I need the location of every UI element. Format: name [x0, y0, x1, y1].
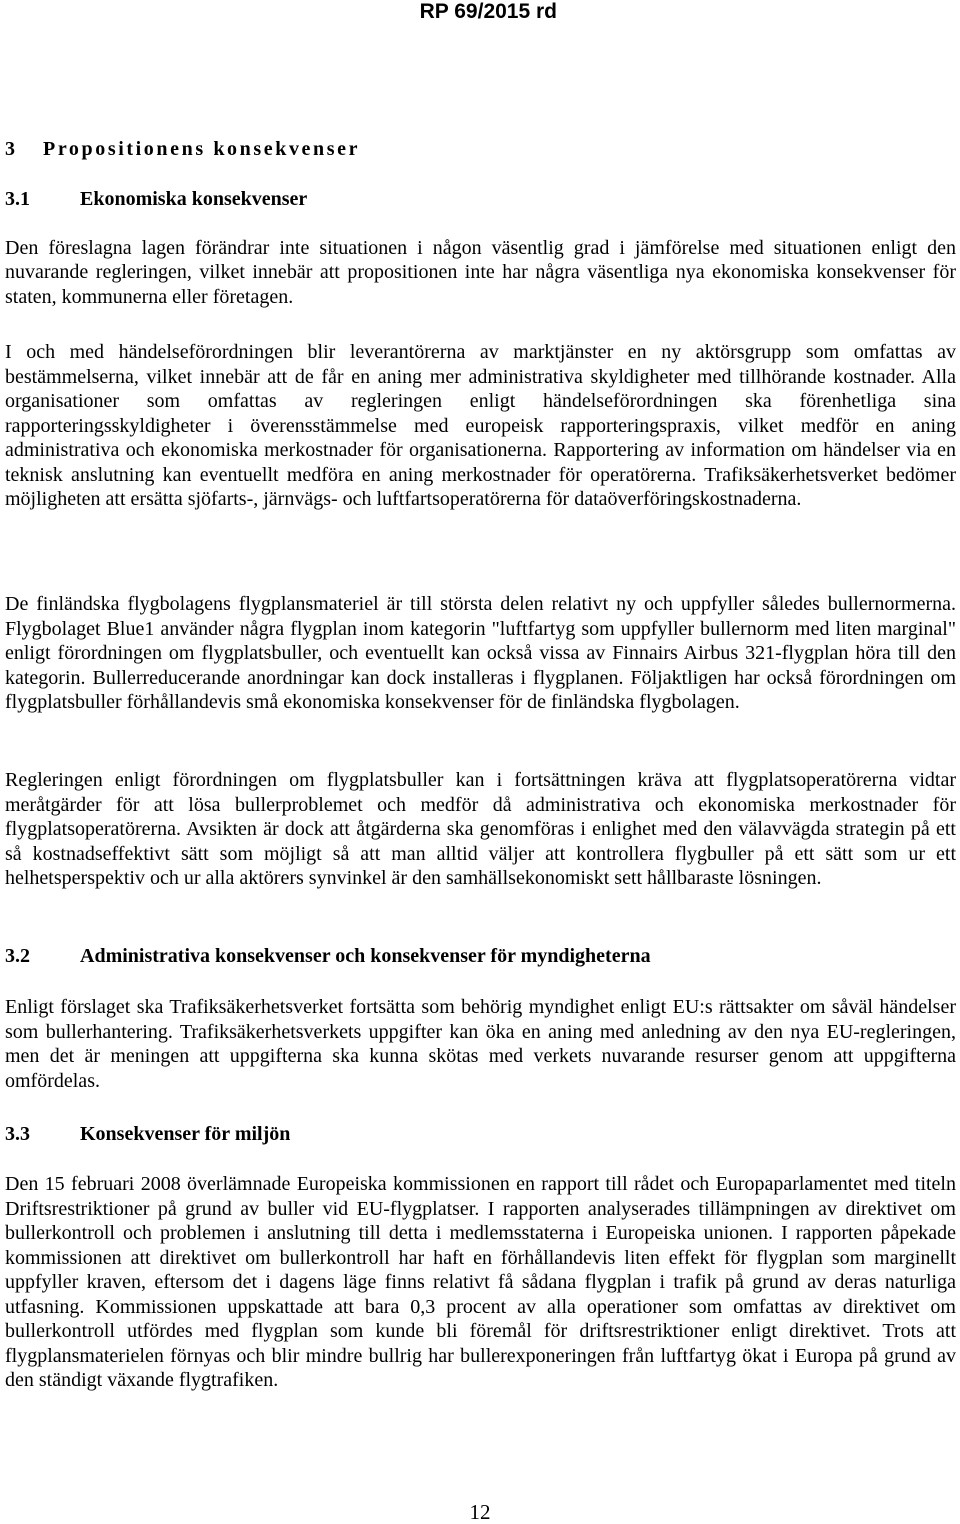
section-3-1-number: 3.1 — [5, 188, 30, 210]
economic-paragraph-2: I och med händelseförordningen blir leverantörerna av marktjänster en ny aktörsgrupp som omfattas av bestämmelserna, vilket innebär att de får en aning mer administrativa skyldigheter med tillhörande kostnader. Alla organisationer som omfattas av regleringen enligt händelseförordningen ska förenhetliga sina rapporteringsskyldigheter i överensstämmelse med europeisk rapporteringspraxis, vilket medför en aning administrativa och ekonomiska merkostnader för organisationerna. Rapportering av information om händelser via en teknisk anslutning kan eventuellt medföra en aning merkostnader för operatörerna. Trafiksäkerhetsverket bedömer möjligheten att ersätta sjöfarts-, järnvägs- och luftfartsoperatörerna för dataöverföringskostnaderna. — [5, 341, 956, 510]
economic-paragraph-3: De finländska flygbolagens flygplansmateriel är till största delen relativt ny och uppfyller således bullernormerna. Flygbolaget Blue1 använder några flygplan inom kategorin "luftfartyg som uppfyller bullernorm med liten marginal" enligt förordningen om flygplatsbuller, och eventuellt kan också vissa av Finnairs Airbus 321-flygplan höra till den kategorin. Bullerreducerande anordningar kan dock installeras i flygplanen. Följaktligen har också förordningen om flygplatsbuller förhållandevis små ekonomiska konsekvenser för de finländska flygbolagen. — [5, 593, 956, 713]
section-3-number: 3 — [5, 138, 15, 160]
environment-paragraph-1: Den 15 februari 2008 överlämnade Europeiska kommissionen en rapport till rådet och Europaparlamentet med titeln Driftsrestriktioner på grund av buller vid EU-flygplatser. I rapporten analyserades tillämpningen av direktivet om bullerkontroll och problemen i anslutning till detta i medlemsstaterna i Europeiska unionen. I rapporten påpekade kommissionen att direktivet om bullerkontroll har haft en förhållandevis liten effekt för flygplan som marginellt uppfyller kraven, eftersom det i dagens läge finns relativt få sådana flygplan i trafik på grund av deras naturliga utfasning. Kommissionen uppskattade att bara 0,3 procent av alla operationer som omfattas av direktivet om bullerkontroll utfördes med flygplan som kunde bli föremål för driftsrestriktioner enligt direktivet. Trots att flygplansmaterielen förnyas och blir mindre bullrig har bullerexponeringen från luftfartyg ökat i Europa på grund av den ständigt växande flygtrafiken. — [5, 1173, 956, 1391]
administrative-paragraph-1: Enligt förslaget ska Trafiksäkerhetsverket fortsätta som behörig myndighet enligt EU:s rättsakter om såväl händelser som bullerhantering. Trafiksäkerhetsverkets uppgifter kan öka en aning med anledning av den nya EU-regleringen, men det är meningen att uppgifterna ska kunna skötas med verkets nuvarande resurser genom att uppgifterna omfördelas. — [5, 996, 956, 1092]
section-3-2-number: 3.2 — [5, 945, 30, 967]
section-3-3-heading — [5, 1122, 290, 1146]
document-id-header: RP 69/2015 rd — [419, 0, 557, 23]
section-3-2-heading — [5, 944, 651, 968]
page-number: 12 — [469, 1500, 491, 1524]
section-3-2-title: Administrativa konsekvenser och konsekvenser för myndigheterna — [80, 945, 651, 967]
section-3-1-title: Ekonomiska konsekvenser — [80, 188, 308, 210]
section-3-1-heading — [5, 187, 307, 211]
section-3-3-title: Konsekvenser för miljön — [80, 1123, 291, 1145]
section-3-heading — [5, 137, 360, 161]
section-3-title: Propositionens konsekvenser — [43, 138, 361, 160]
section-3-3-number: 3.3 — [5, 1123, 30, 1145]
economic-paragraph-1: Den föreslagna lagen förändrar inte situationen i någon väsentlig grad i jämförelse med situationen enligt den nuvarande regleringen, vilket innebär att propositionen inte har några väsentliga nya ekonomiska konsekvenser för staten, kommunerna eller företagen. — [5, 237, 956, 308]
economic-paragraph-4: Regleringen enligt förordningen om flygplatsbuller kan i fortsättningen kräva att flygplatsoperatörerna vidtar meråtgärder för att lösa bullerproblemet och medför då administrativa och ekonomiska merkostnader för flygplatsoperatörerna. Avsikten är dock att åtgärderna ska genomföras i enlighet med den välavvägda strategin på ett så kostnadseffektivt sätt som möjligt så att man alltid väljer att kontrollera flygbuller på ett sätt som ur ett helhetsperspektiv och ur alla aktörers synvinkel är den samhällsekonomiskt sett hållbaraste lösningen. — [5, 769, 956, 889]
